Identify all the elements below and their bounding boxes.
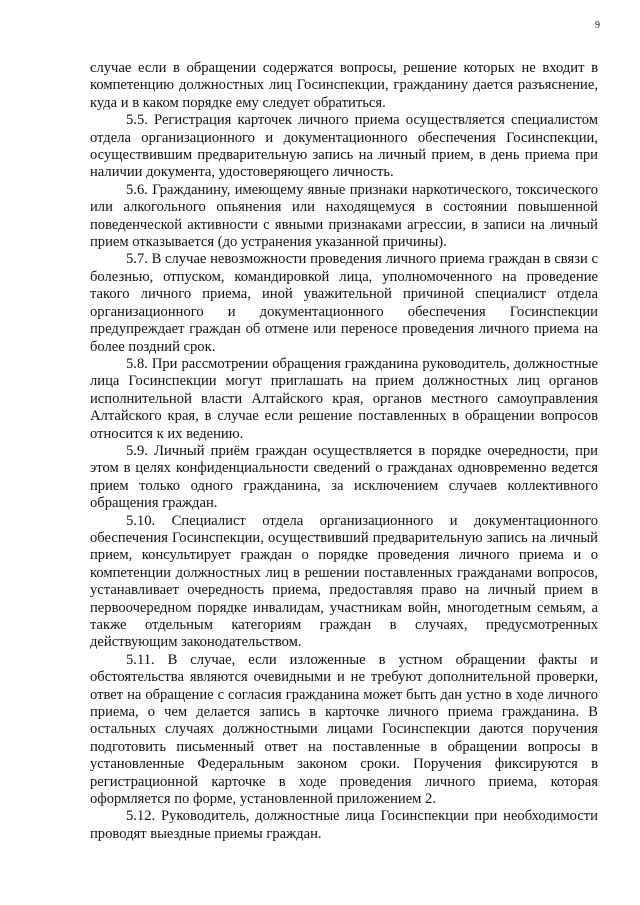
paragraph-5-9: 5.9. Личный приём граждан осуществляется в порядке очередности, при этом в целях конфиденциальности сведений о гражданах одновременно ведется прием только одного гражданина, за исключением случаев коллективного обращения граждан. <box>90 442 598 512</box>
paragraph-5-11: 5.11. В случае, если изложенные в устном обращении факты и обстоятельства являются очевидными и не требуют дополнительной проверки, ответ на обращение с согласия гражданина может быть дан устно в ходе личного приема, о чем делается запись в карточке личного приема гражданина. В остальных случаях должностными лицами Госинспекции даются поручения подготовить письменный ответ на поставленные в обращении вопросы в установленные Федеральным законом сроки. Поручения фиксируются в регистрационной карточке в ходе проведения личного приема, которая оформляется по форме, установленной приложением 2. <box>90 651 598 808</box>
paragraph-continuation: случае если в обращении содержатся вопросы, решение которых не входит в компетенцию должностных лиц Госинспекции, гражданину дается разъяснение, куда и в каком порядке ему следует обратиться. <box>90 60 598 111</box>
paragraph-5-5: 5.5. Регистрация карточек личного приема осуществляется специалистом отдела организационного и документационного обеспечения Госинспекции, осуществившим предварительную запись на личный прием, в день приема при наличии документа, удостоверяющего личность. <box>90 112 598 181</box>
paragraph-5-12: 5.12. Руководитель, должностные лица Госинспекции при необходимости проводят выездные приемы граждан. <box>90 808 598 842</box>
paragraph-5-8: 5.8. При рассмотрении обращения гражданина руководитель, должностные лица Госинспекции могут приглашать на прием должностных лиц органов исполнительной власти Алтайского края, органов местного самоуправления Алтайского края, в случае если решение поставленных в обращении вопросов относится к их ведению. <box>90 355 598 442</box>
paragraph-5-6: 5.6. Гражданину, имеющему явные признаки наркотического, токсического или алкогольного опьянения или находящемуся в состоянии повышенной поведенческой активности с явными признаками агрессии, в записи на личный прием отказывается (до устранения указанной причины). <box>90 181 598 251</box>
paragraph-5-7: 5.7. В случае невозможности проведения личного приема граждан в связи с болезнью, отпуском, командировкой лица, уполномоченного на проведение такого личного приема, иной уважительной причиной специалист отдела организационного и документационного обеспечения Госинспекции предупреждает граждан об отмене или переносе проведения личного приема на более поздний срок. <box>90 251 598 355</box>
page-number: 9 <box>595 20 600 31</box>
paragraph-5-10: 5.10. Специалист отдела организационного и документационного обеспечения Госинспекции, осуществивший предварительную запись на личный прием, консультирует граждан о порядке проведения личного приема и о компетенции должностных лиц в решении поставленных гражданами вопросов, устанавливает очередность приема, предоставляя право на личный прием в первоочередном порядке инвалидам, участникам войн, многодетным семьям, а также отдельным категориям граждан в случаях, предусмотренных действующим законодательством. <box>90 512 598 651</box>
document-body <box>90 60 598 843</box>
